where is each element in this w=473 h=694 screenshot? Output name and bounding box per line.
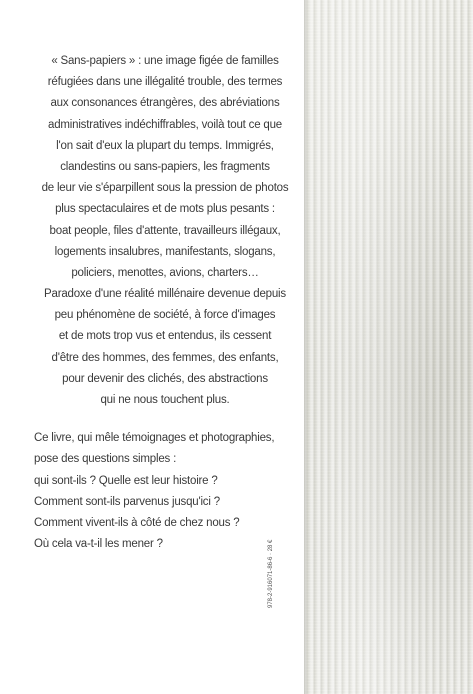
text-line: Paradoxe d'une réalité millénaire devenue depuis	[44, 288, 286, 301]
text-line: clandestins ou sans-papiers, les fragments	[60, 160, 270, 173]
text-line: pour devenir des clichés, des abstractions	[62, 372, 268, 385]
text-line: peu phénomène de société, à force d'images	[54, 309, 276, 322]
text-line: pose des questions simples :	[34, 453, 177, 466]
text-line: réfugiées dans une illégalité trouble, des termes	[47, 76, 283, 89]
blurb-paragraph-2	[34, 428, 296, 555]
text-line: Comment sont-ils parvenus jusqu'ici ?	[34, 495, 220, 508]
text-line: aux consonances étrangères, des abréviations	[50, 97, 280, 110]
blurb-paragraph-1	[34, 51, 296, 411]
text-line: Comment vivent-ils à côté de chez nous ?	[34, 516, 240, 529]
text-line: « Sans-papiers » : une image figée de familles	[51, 55, 279, 67]
text-line: Ce livre, qui mêle témoignages et photographies,	[34, 432, 275, 445]
text-line: boat people, files d'attente, travailleurs illégaux,	[49, 224, 281, 237]
text-line: qui sont-ils ? Quelle est leur histoire ?	[34, 474, 218, 487]
fabric-texture-panel	[304, 0, 473, 694]
text-line: de leur vie s'éparpillent sous la pression de photos	[41, 182, 289, 195]
back-cover-text	[34, 51, 296, 555]
text-line: logements insalubres, manifestants, slogans,	[54, 245, 276, 258]
text-line: policiers, menottes, avions, charters…	[71, 266, 259, 279]
text-line: qui ne nous touchent plus.	[100, 394, 230, 406]
text-line: plus spectaculaires et de mots plus pesants :	[55, 203, 275, 216]
text-line: d'être des hommes, des femmes, des enfants,	[51, 351, 279, 364]
text-line: l'on sait d'eux la plupart du temps. Immigrés,	[56, 139, 274, 152]
isbn-price: 978-2-916071-86-6 · 28 €	[268, 539, 274, 608]
text-line: administratives indéchiffrables, voilà tout ce que	[48, 118, 282, 131]
text-line: Où cela va-t-il les mener ?	[34, 538, 163, 551]
text-line: et de mots trop vus et entendus, ils cessent	[58, 330, 272, 343]
fabric-edge-shadow	[304, 0, 308, 694]
